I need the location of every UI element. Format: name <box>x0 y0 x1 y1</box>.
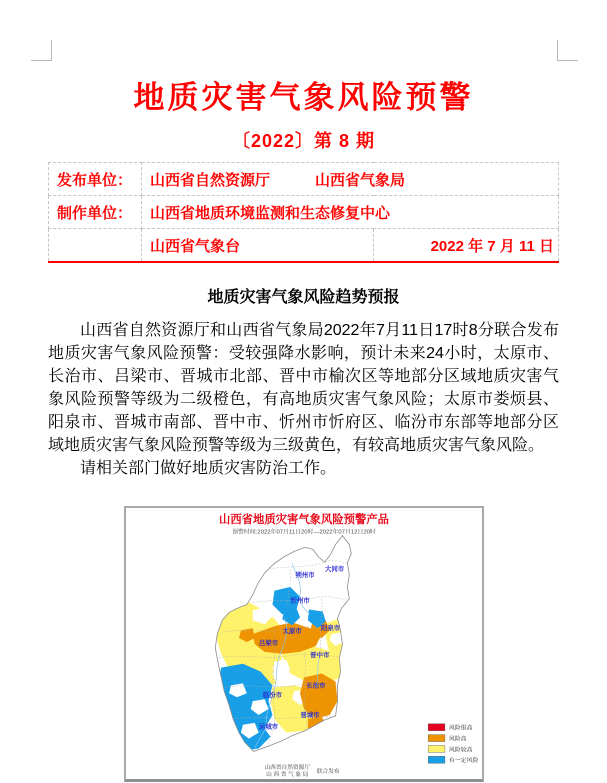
map-footer-issuer-2: 山 西 省 气 象 局 <box>265 772 308 779</box>
document-issue-number: 〔2022〕第 8 期 <box>231 131 376 151</box>
map-footer <box>264 763 339 778</box>
report-paragraph-2: 请相关部门做好地质灾害防治工作。 <box>80 460 337 477</box>
issuer-value: 山西省自然资源厅 山西省气象局 <box>142 163 559 196</box>
legend-label-very-high: 风险很高 <box>448 725 473 732</box>
risk-map-image <box>124 506 484 782</box>
map-label-changzhi: 长治市 <box>305 682 325 690</box>
document-title: 地质灾害气象风险预警 <box>133 80 474 115</box>
shanxi-risk-map <box>126 508 482 779</box>
header-info-table <box>48 162 559 263</box>
report-heading: 地质灾害气象风险趋势预报 <box>207 289 400 306</box>
producer-label: 制作单位： <box>49 196 142 229</box>
legend-swatch-some <box>428 756 445 763</box>
issue-date: 2022 年 7 月 11 日 <box>374 229 559 263</box>
map-label-shuozhou: 朔州市 <box>294 571 315 579</box>
legend-swatch-very-high <box>428 724 445 731</box>
map-label-xinzhou: 忻州市 <box>289 597 310 605</box>
map-label-lvliang: 吕梁市 <box>258 639 278 647</box>
issuer-label: 发布单位： <box>49 163 142 196</box>
map-label-linfen: 临汾市 <box>262 692 282 700</box>
map-footer-issuer-1: 山西省自然资源厅 <box>263 765 310 772</box>
map-label-taiyuan: 太原市 <box>282 628 302 636</box>
province-fill-group <box>205 528 363 765</box>
observatory-value: 山西省气象台 <box>142 229 374 263</box>
map-label-jinzhong: 晋中市 <box>309 651 329 659</box>
map-label-datong: 大同市 <box>324 566 344 574</box>
document-content <box>48 162 559 480</box>
producer-value: 山西省地质环境监测和生态修复中心 <box>142 196 559 229</box>
legend-label-medium: 风险较高 <box>448 747 473 754</box>
map-label-yuncheng: 运城市 <box>258 723 278 731</box>
map-footer-joint-release: 联合发布 <box>316 769 340 776</box>
report-body <box>48 319 559 480</box>
table-row <box>49 196 559 229</box>
map-label-yangquan: 阳泉市 <box>320 625 340 633</box>
map-time-range: 预警时间:2022年07月11日20时—2022年07月12日20时 <box>231 529 376 536</box>
table-row <box>49 229 559 263</box>
map-legend <box>428 724 478 765</box>
table-row <box>49 163 559 196</box>
report-paragraph-1: 山西省自然资源厅和山西省气象局2022年7月11日17时8分联合发布地质灾害气象风险预警：受较强降水影响，预计未来24小时，太原市、长治市、吕梁市、晋城市北部、晋中市榆次区等地部分区域地质灾害气象风险预警等级为二级橙色，有高地质灾害气象风险；太原市娄烦县、阳泉市、晋城市南部、晋中市、忻州市忻府区、临汾市东部等地部分区域地质灾害气象风险预警等级为三级黄色，有较高地质灾害气象风险。 <box>48 322 559 454</box>
map-title: 山西省地质灾害气象风险预警产品 <box>218 513 389 526</box>
legend-swatch-high <box>428 735 445 742</box>
crop-mark-top-left <box>31 40 52 61</box>
crop-mark-top-right <box>557 40 578 61</box>
legend-swatch-medium <box>428 745 445 752</box>
map-label-jincheng: 晋城市 <box>299 711 319 719</box>
legend-label-some: 有一定风险 <box>448 758 478 765</box>
empty-cell <box>49 229 142 263</box>
legend-label-high: 风险高 <box>448 736 467 743</box>
